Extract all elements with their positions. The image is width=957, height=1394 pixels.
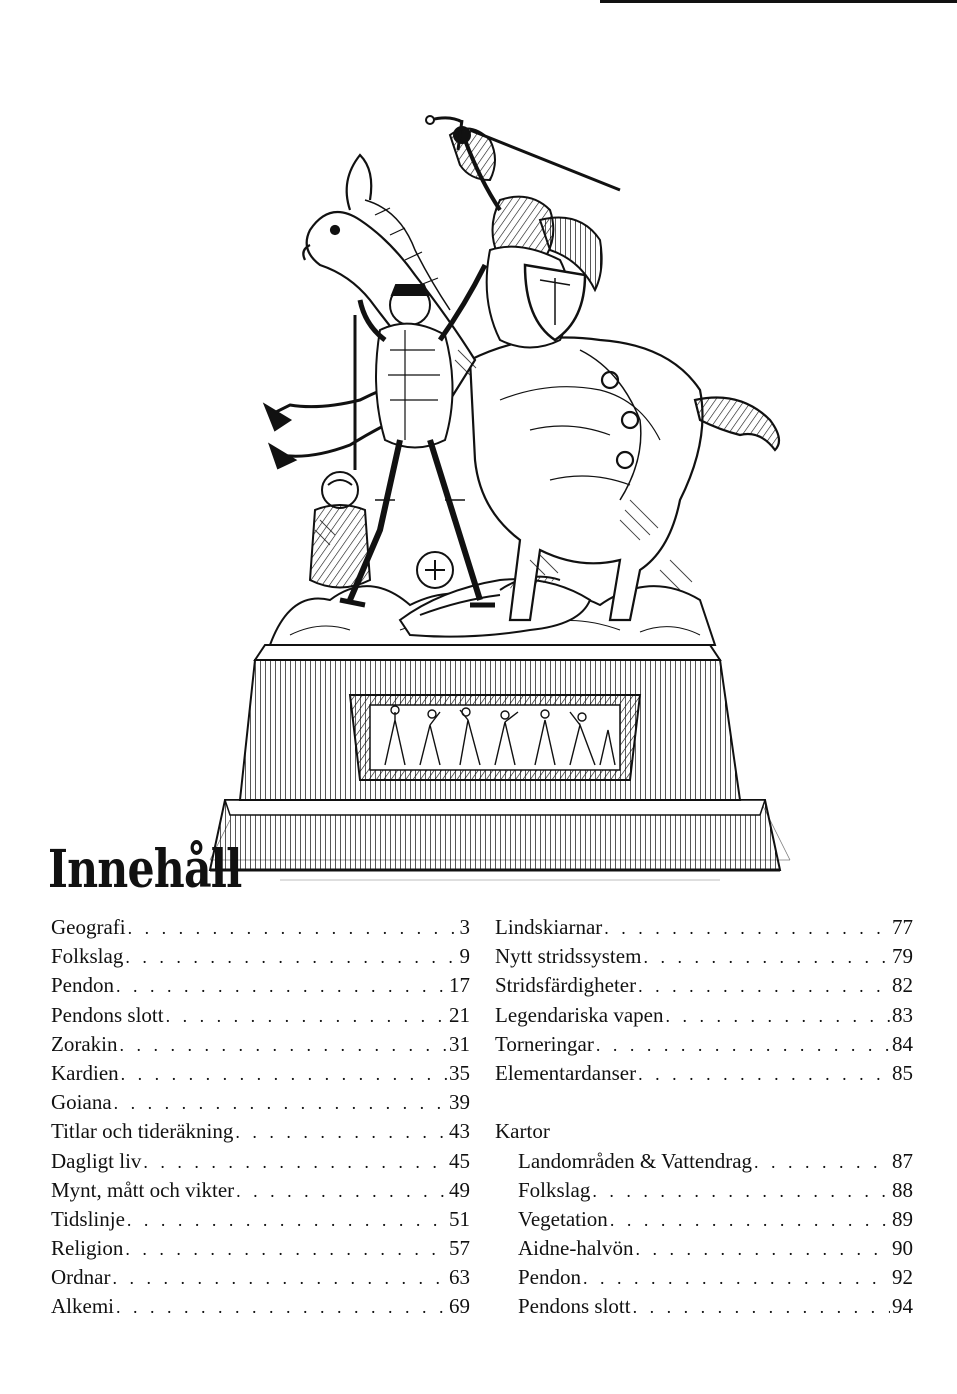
mounted-knight bbox=[426, 116, 620, 348]
toc-entry-page: 82 bbox=[892, 973, 913, 998]
toc-leader-dots bbox=[235, 1118, 447, 1147]
toc-leader-dots bbox=[143, 1148, 447, 1177]
toc-entry-page: 79 bbox=[892, 944, 913, 969]
map-entry-label: Pendon bbox=[518, 1265, 581, 1290]
map-entry-label: Pendons slott bbox=[518, 1294, 631, 1319]
toc-leader-dots bbox=[596, 1031, 890, 1060]
map-entry[interactable] bbox=[495, 1234, 913, 1263]
toc-entry[interactable] bbox=[495, 913, 913, 942]
toc-entry-page: 63 bbox=[449, 1265, 470, 1290]
toc-entry-label: Stridsfärdigheter bbox=[495, 973, 637, 998]
toc-entry-label: Elementardanser bbox=[495, 1060, 637, 1085]
map-entry-label: Vegetation bbox=[518, 1206, 608, 1231]
toc-entry-page: 77 bbox=[892, 915, 913, 939]
map-entry[interactable] bbox=[495, 1263, 913, 1292]
toc-leader-dots bbox=[638, 972, 890, 1001]
toc-entry[interactable] bbox=[51, 1205, 470, 1234]
toc-entry-label: Folkslag bbox=[51, 944, 124, 969]
toc-entry-label: Zorakin bbox=[51, 1031, 118, 1056]
toc-entry[interactable] bbox=[495, 1001, 913, 1030]
toc-entry-label: Tidslinje bbox=[51, 1206, 125, 1231]
toc-entry[interactable] bbox=[495, 942, 913, 971]
map-entry-page: 94 bbox=[892, 1294, 913, 1319]
map-entry-page: 92 bbox=[892, 1265, 913, 1290]
toc-entry[interactable] bbox=[51, 1001, 470, 1030]
toc-entry-label: Goiana bbox=[51, 1090, 112, 1115]
toc-leader-dots bbox=[166, 1002, 447, 1031]
toc-entry-label: Religion bbox=[51, 1236, 124, 1261]
toc-entry[interactable] bbox=[51, 1088, 470, 1117]
toc-entry[interactable] bbox=[495, 971, 913, 1000]
toc-entry-page: 49 bbox=[449, 1177, 470, 1202]
toc-leader-dots bbox=[666, 1002, 890, 1031]
toc-leader-dots bbox=[236, 1177, 447, 1206]
toc-entry-label: Alkemi bbox=[51, 1294, 114, 1319]
maps-heading: Kartor bbox=[495, 1119, 550, 1144]
fallen-knight bbox=[400, 552, 590, 637]
toc-entry-page: 9 bbox=[459, 944, 470, 969]
toc-entry-label: Nytt stridssystem bbox=[495, 944, 642, 969]
toc-entry[interactable] bbox=[51, 1147, 470, 1176]
toc-entry[interactable] bbox=[51, 1263, 470, 1292]
toc-leader-dots bbox=[754, 1148, 890, 1177]
toc-leader-dots bbox=[116, 972, 447, 1001]
toc-entry-label: Titlar och tideräkning bbox=[51, 1119, 234, 1144]
toc-entry[interactable] bbox=[51, 971, 470, 1000]
toc-entry-page: 35 bbox=[449, 1060, 470, 1085]
section-spacer bbox=[495, 1088, 913, 1117]
pedestal-body bbox=[240, 645, 740, 800]
toc-entry[interactable] bbox=[51, 1117, 470, 1146]
toc-entry-page: 57 bbox=[449, 1236, 470, 1261]
toc-right-column bbox=[495, 913, 913, 1322]
map-entry-label: Landområden & Vattendrag bbox=[518, 1148, 753, 1173]
map-entry-page: 88 bbox=[892, 1177, 913, 1202]
toc-entry-page: 84 bbox=[892, 1031, 913, 1056]
toc-entry-page: 83 bbox=[892, 1002, 913, 1027]
toc-entry-label: Lindskiarnar bbox=[495, 915, 603, 939]
toc-leader-dots bbox=[125, 943, 457, 972]
toc-leader-dots bbox=[121, 1060, 447, 1089]
toc-leader-dots bbox=[127, 1206, 447, 1235]
toc-entry-page: 31 bbox=[449, 1031, 470, 1056]
toc-entry-label: Ordnar bbox=[51, 1265, 111, 1290]
toc-entry-page: 39 bbox=[449, 1090, 470, 1115]
toc-entry-label: Pendon bbox=[51, 973, 114, 998]
toc-entry[interactable] bbox=[51, 1030, 470, 1059]
toc-entry-page: 43 bbox=[449, 1119, 470, 1144]
knight-statue-illustration bbox=[200, 100, 800, 890]
pedestal-plinth bbox=[210, 800, 780, 870]
toc-entry-label: Geografi bbox=[51, 915, 126, 939]
toc-leader-dots bbox=[116, 1293, 447, 1322]
toc-entry[interactable] bbox=[495, 1030, 913, 1059]
toc-entry[interactable] bbox=[51, 1292, 470, 1321]
toc-entry-page: 51 bbox=[449, 1206, 470, 1231]
toc-leader-dots bbox=[112, 1264, 447, 1293]
toc-entry-page: 3 bbox=[459, 915, 470, 939]
toc-entry-page: 85 bbox=[892, 1060, 913, 1085]
toc-leader-dots bbox=[583, 1264, 890, 1293]
toc-leader-dots bbox=[610, 1206, 890, 1235]
map-entry-label: Folkslag bbox=[518, 1177, 591, 1202]
map-entry[interactable] bbox=[495, 1292, 913, 1321]
map-entry-page: 90 bbox=[892, 1236, 913, 1261]
map-entry[interactable] bbox=[495, 1147, 913, 1176]
toc-entry[interactable] bbox=[495, 1059, 913, 1088]
toc-entry-page: 69 bbox=[449, 1294, 470, 1319]
map-entry-page: 89 bbox=[892, 1206, 913, 1231]
toc-entry[interactable] bbox=[51, 1059, 470, 1088]
toc-entry[interactable] bbox=[51, 913, 470, 942]
map-entry[interactable] bbox=[495, 1176, 913, 1205]
map-entry-page: 87 bbox=[892, 1148, 913, 1173]
toc-leader-dots bbox=[633, 1293, 890, 1322]
toc-leader-dots bbox=[638, 1060, 890, 1089]
toc-entry-label: Torneringar bbox=[495, 1031, 594, 1056]
toc-leader-dots bbox=[592, 1177, 890, 1206]
toc-entry-label: Mynt, mått och vikter bbox=[51, 1177, 235, 1202]
toc-entry-label: Legendariska vapen bbox=[495, 1002, 664, 1027]
page-title: Innehåll bbox=[48, 839, 242, 900]
toc-entry[interactable] bbox=[51, 942, 470, 971]
toc-entry-page: 21 bbox=[449, 1002, 470, 1027]
toc-entry[interactable] bbox=[51, 1234, 470, 1263]
map-entry[interactable] bbox=[495, 1205, 913, 1234]
toc-entry-page: 45 bbox=[449, 1148, 470, 1173]
toc-leader-dots bbox=[125, 1235, 447, 1264]
toc-leader-dots bbox=[128, 914, 458, 943]
toc-entry-label: Kardien bbox=[51, 1060, 119, 1085]
toc-left-column bbox=[51, 913, 470, 1322]
toc-leader-dots bbox=[643, 943, 890, 972]
toc-entry-label: Dagligt liv bbox=[51, 1148, 142, 1173]
top-rule bbox=[600, 0, 957, 3]
toc-entry[interactable] bbox=[51, 1176, 470, 1205]
map-entry-label: Aidne-halvön bbox=[518, 1236, 634, 1261]
toc-leader-dots bbox=[604, 914, 890, 943]
toc-leader-dots bbox=[635, 1235, 890, 1264]
toc-leader-dots bbox=[114, 1089, 447, 1118]
toc-entry-label: Pendons slott bbox=[51, 1002, 164, 1027]
toc-entry-page: 17 bbox=[449, 973, 470, 998]
toc-leader-dots bbox=[119, 1031, 447, 1060]
